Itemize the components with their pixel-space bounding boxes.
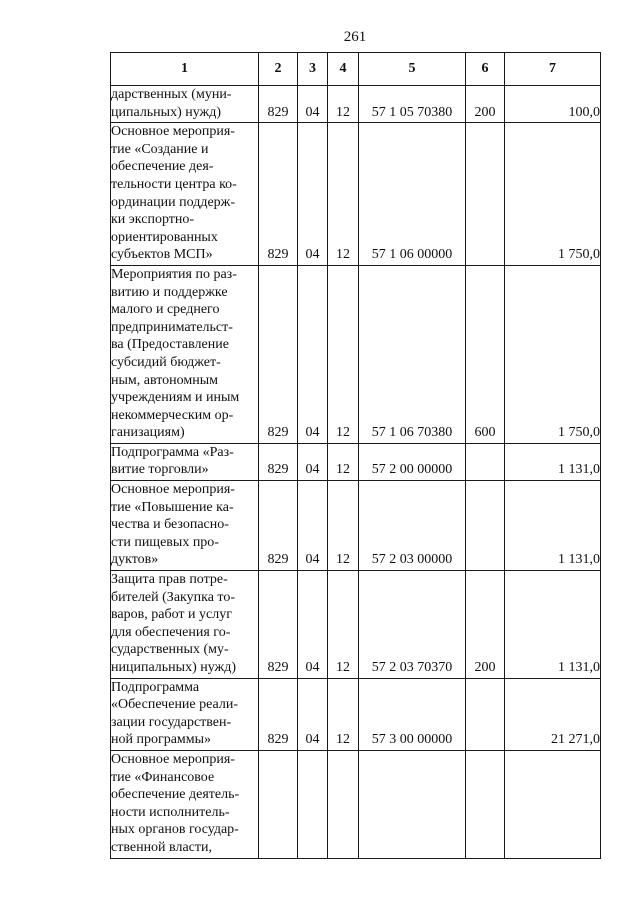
cell-expense-type: 200 [466, 86, 505, 123]
cell-amount: 1 131,0 [505, 443, 601, 480]
row-name: Мероприятия по раз- витию и поддержке малого и среднего предпринимательст- ва (Предоставление субсидий бюджет- ным, автономным учреждениям и иным некоммерческим ор- ганизациям) [111, 265, 259, 443]
column-header-1: 1 [111, 53, 259, 86]
cell-section-code: 04 [298, 86, 328, 123]
cell-amount: 100,0 [505, 86, 601, 123]
row-name: дарственных (муни- ципальных) нужд) [111, 86, 259, 123]
row-name: Подпрограмма «Обеспечение реали- зации государствен- ной программы» [111, 678, 259, 750]
cell-target-article: 57 1 06 70380 [359, 265, 466, 443]
cell-amount [505, 750, 601, 858]
cell-amount: 1 131,0 [505, 571, 601, 679]
cell-ministry-code: 829 [259, 571, 298, 679]
row-name: Основное мероприя- тие «Повышение ка- чества и безопасно- сти пищевых про- дуктов» [111, 481, 259, 571]
row-name: Защита прав потре- бителей (Закупка то- варов, работ и услуг для обеспечения го- сударственных (му- ниципальных) нужд) [111, 571, 259, 679]
budget-table [110, 52, 601, 859]
cell-subsection-code: 12 [328, 678, 359, 750]
column-header-6: 6 [466, 53, 505, 86]
cell-target-article: 57 2 03 00000 [359, 481, 466, 571]
cell-target-article [359, 750, 466, 858]
cell-subsection-code: 12 [328, 123, 359, 266]
cell-section-code [298, 750, 328, 858]
cell-subsection-code: 12 [328, 265, 359, 443]
cell-section-code: 04 [298, 571, 328, 679]
table-row [111, 678, 601, 750]
table-row [111, 750, 601, 858]
cell-ministry-code: 829 [259, 678, 298, 750]
cell-expense-type: 600 [466, 265, 505, 443]
cell-subsection-code: 12 [328, 86, 359, 123]
cell-section-code: 04 [298, 443, 328, 480]
cell-ministry-code [259, 750, 298, 858]
cell-expense-type [466, 481, 505, 571]
table-header-row [111, 53, 601, 86]
cell-expense-type [466, 750, 505, 858]
cell-amount: 1 131,0 [505, 481, 601, 571]
cell-ministry-code: 829 [259, 123, 298, 266]
cell-amount: 1 750,0 [505, 123, 601, 266]
page-number: 261 [343, 29, 367, 45]
table-row [111, 86, 601, 123]
table-row [111, 481, 601, 571]
cell-subsection-code [328, 750, 359, 858]
column-header-3: 3 [298, 53, 328, 86]
cell-section-code: 04 [298, 123, 328, 266]
table-row [111, 571, 601, 679]
cell-expense-type [466, 678, 505, 750]
column-header-5: 5 [359, 53, 466, 86]
column-header-7: 7 [505, 53, 601, 86]
column-header-4: 4 [328, 53, 359, 86]
cell-ministry-code: 829 [259, 481, 298, 571]
row-name: Подпрограмма «Раз- витие торговли» [111, 443, 259, 480]
cell-amount: 1 750,0 [505, 265, 601, 443]
cell-section-code: 04 [298, 481, 328, 571]
cell-subsection-code: 12 [328, 481, 359, 571]
cell-subsection-code: 12 [328, 571, 359, 679]
cell-section-code: 04 [298, 678, 328, 750]
cell-expense-type: 200 [466, 571, 505, 679]
cell-target-article: 57 2 00 00000 [359, 443, 466, 480]
table-row [111, 123, 601, 266]
row-name: Основное мероприя- тие «Финансовое обеспечение деятель- ности исполнитель- ных органов государ- ственной власти, [111, 750, 259, 858]
cell-subsection-code: 12 [328, 443, 359, 480]
cell-ministry-code: 829 [259, 265, 298, 443]
table-row [111, 265, 601, 443]
cell-amount: 21 271,0 [505, 678, 601, 750]
cell-ministry-code: 829 [259, 86, 298, 123]
cell-expense-type [466, 123, 505, 266]
row-name: Основное мероприя- тие «Создание и обеспечение дея- тельности центра ко- ординации поддерж- ки экспортно- ориентированных субъектов МСП» [111, 123, 259, 266]
cell-section-code: 04 [298, 265, 328, 443]
cell-expense-type [466, 443, 505, 480]
cell-target-article: 57 1 06 00000 [359, 123, 466, 266]
table-row [111, 443, 601, 480]
column-header-2: 2 [259, 53, 298, 86]
cell-ministry-code: 829 [259, 443, 298, 480]
cell-target-article: 57 1 05 70380 [359, 86, 466, 123]
cell-target-article: 57 3 00 00000 [359, 678, 466, 750]
cell-target-article: 57 2 03 70370 [359, 571, 466, 679]
